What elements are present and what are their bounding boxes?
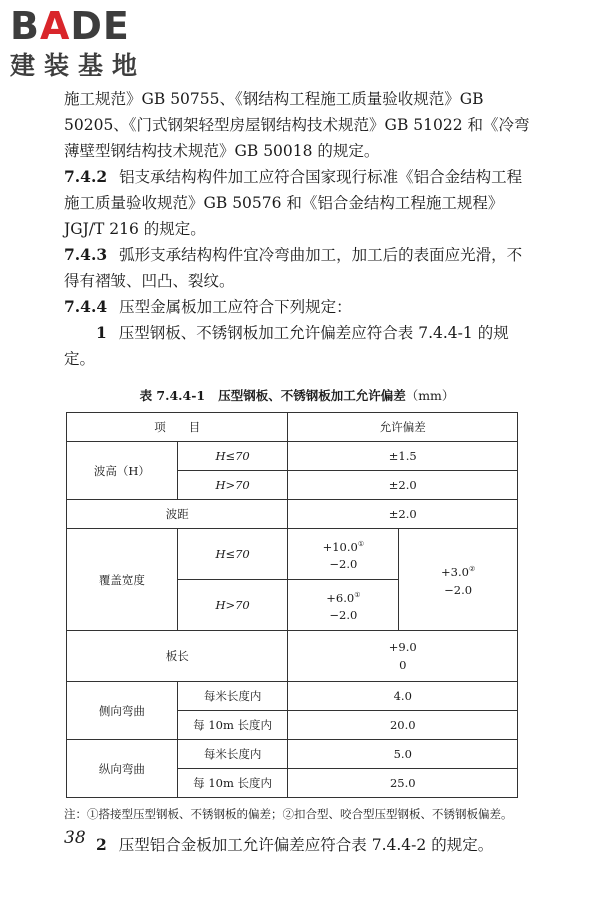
longitudinal-bend-label: 纵向弯曲 [67,740,178,798]
clause-text: 弧形支承结构构件宜冷弯曲加工，加工后的表面应光滑，不得有褶皱、凹凸、裂纹。 [64,246,523,290]
item-number: 1 [96,323,107,342]
table-note: 注：①搭接型压型钢板、不锈钢板的偏差；②扣合型、咬合型压型钢板、不锈钢板偏差。 [64,807,513,821]
clause-text: 铝支承结构构件加工应符合国家现行标准《铝合金结构工程施工质量验收规范》GB 50576 和《铝合金结构工程施工规程》JGJ/T 216 的规定。 [64,168,523,238]
table-caption: 压型钢板、不锈钢板加工允许偏差 [218,388,406,403]
value-cell: +3.0② −2.0 [399,529,518,631]
table-row [67,682,518,711]
wave-height-label: 波高（H） [67,442,178,500]
value-cell: 5.0 [288,740,518,769]
condition-h-gt-70: H>70 [177,580,288,631]
value-cell: 4.0 [288,682,518,711]
logo [10,4,180,84]
item-number: 2 [96,835,107,854]
logo-text-chinese: 建装基地 [10,51,147,80]
page-body [64,86,530,858]
cover-width-label: 覆盖宽度 [67,529,178,631]
plate-length-label: 板长 [67,631,288,682]
clause-7-4-3 [64,242,530,294]
item-1 [64,320,530,372]
tolerance-table [66,412,518,798]
condition-per-10m: 每 10m 长度内 [177,711,288,740]
table-title [64,386,530,404]
value-cell: ±2.0 [288,500,518,529]
paragraph-continued: 施工规范》GB 50755、《钢结构工程施工质量验收规范》GB 50205、《门式钢架轻型房屋钢结构技术规范》GB 51022 和《冷弯薄壁型钢结构技术规范》GB 50018 的规定。 [64,90,530,160]
table-number: 表 7.4.4-1 [139,388,206,403]
condition-h-le-70: H≤70 [177,442,288,471]
header-deviation: 允许偏差 [288,413,518,442]
clause-text: 压型金属板加工应符合下列规定： [119,298,352,316]
table-row [67,740,518,769]
table-unit: （mm） [405,388,455,403]
table-row [67,631,518,682]
value-cell: +6.0① −2.0 [288,580,399,631]
condition-per-10m: 每 10m 长度内 [177,769,288,798]
table-row [67,500,518,529]
table-row [67,442,518,471]
clause-7-4-2 [64,164,530,242]
clause-number: 7.4.4 [64,297,108,316]
logo-text-latin: BADE [10,4,130,48]
condition-per-meter: 每米长度内 [177,740,288,769]
value-cell: ±1.5 [288,442,518,471]
clause-number: 7.4.2 [64,167,108,186]
item-text: 压型钢板、不锈钢板加工允许偏差应符合表 7.4.4-1 的规定。 [64,324,509,368]
value-cell: +10.0① −2.0 [288,529,399,580]
page-number: 38 [64,828,86,848]
value-cell: 25.0 [288,769,518,798]
table-row [67,529,518,580]
header-item: 项 目 [67,413,288,442]
wave-pitch-label: 波距 [67,500,288,529]
value-cell: +9.0 0 [288,631,518,682]
value-cell: 20.0 [288,711,518,740]
item-2 [64,832,530,858]
condition-per-meter: 每米长度内 [177,682,288,711]
condition-h-gt-70: H>70 [177,471,288,500]
clause-number: 7.4.3 [64,245,108,264]
item-text: 压型铝合金板加工允许偏差应符合表 7.4.4-2 的规定。 [118,836,494,854]
value-cell: ±2.0 [288,471,518,500]
condition-h-le-70: H≤70 [177,529,288,580]
clause-7-4-4 [64,294,530,320]
side-bend-label: 侧向弯曲 [67,682,178,740]
table-header-row [67,413,518,442]
